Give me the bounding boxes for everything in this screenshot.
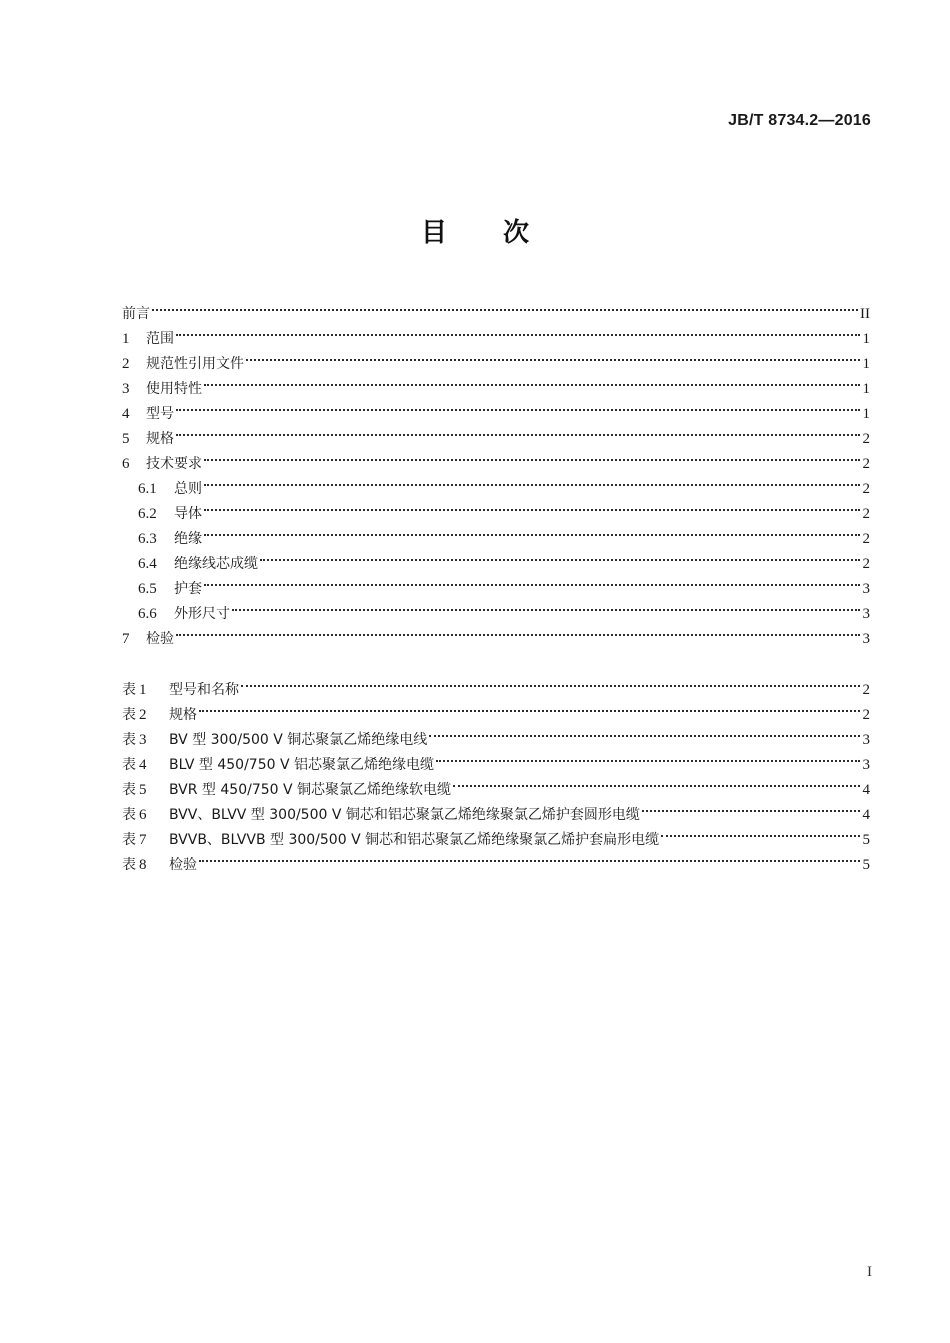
table-number: 7	[139, 832, 147, 848]
table-label	[122, 803, 169, 828]
table-number: 1	[139, 682, 147, 698]
toc-entry-number: 2	[122, 356, 130, 372]
toc-entry[interactable]	[122, 393, 870, 422]
toc-entry-title: 技术要求	[146, 456, 202, 472]
dot-leader	[436, 744, 860, 769]
table-label	[122, 703, 169, 728]
toc-entry-title: 护套	[174, 581, 202, 597]
toc-entry-number: 5	[122, 431, 130, 447]
standard-number: JB/T 8734.2—2016	[728, 112, 871, 129]
table-prefix: 表	[122, 807, 136, 823]
toc-entry-number: 4	[122, 406, 130, 422]
toc-entry-number: 6.2	[138, 506, 157, 522]
table-prefix: 表	[122, 832, 136, 848]
toc-entry-page: 3	[862, 581, 870, 597]
dot-leader	[176, 393, 860, 418]
toc-entry[interactable]	[122, 418, 870, 447]
toc-entry[interactable]	[122, 368, 870, 397]
table-label	[122, 828, 169, 853]
toc-table-entry[interactable]	[122, 694, 870, 723]
toc-entry-number: 7	[122, 631, 130, 647]
toc-entry-title: BV 型 300/500 V 铜芯聚氯乙烯绝缘电线	[169, 732, 428, 748]
toc-entry-page: II	[860, 306, 870, 322]
toc-entry-page: 2	[862, 456, 870, 472]
toc-entry-page: 2	[862, 556, 870, 572]
toc-entry-page: 2	[862, 506, 870, 522]
dot-leader	[199, 694, 860, 719]
toc-entry-title: 前言	[122, 306, 150, 322]
dot-leader	[204, 368, 860, 393]
table-prefix: 表	[122, 732, 136, 748]
toc-entry-title: 规格	[169, 707, 197, 723]
toc-entry-number: 1	[122, 331, 130, 347]
dot-leader	[204, 443, 860, 468]
toc-entry-page: 5	[862, 832, 870, 848]
toc-entry-page: 3	[862, 631, 870, 647]
toc-subentry[interactable]	[122, 468, 870, 497]
toc-entry-page: 1	[862, 331, 870, 347]
toc-tables-list	[122, 669, 870, 873]
toc-entry-title: BLV 型 450/750 V 铝芯聚氯乙烯绝缘电缆	[169, 757, 434, 773]
table-number: 4	[139, 757, 147, 773]
toc-entry-page: 2	[862, 707, 870, 723]
toc-entry[interactable]	[122, 618, 870, 647]
toc-entry[interactable]	[122, 343, 870, 372]
dot-leader	[176, 618, 860, 643]
toc-entry-title: BVVB、BLVVB 型 300/500 V 铜芯和铝芯聚氯乙烯绝缘聚氯乙烯护套扁形电缆	[169, 832, 660, 848]
page-title: 目次	[420, 218, 585, 248]
page-number: I	[867, 1264, 872, 1280]
toc-entry-title: 规格	[146, 431, 174, 447]
toc-entry-number: 6.4	[138, 556, 157, 572]
toc-entry-page: 1	[862, 381, 870, 397]
dot-leader	[199, 844, 860, 869]
toc-entry-page: 4	[862, 782, 870, 798]
table-label	[122, 853, 169, 878]
table-number: 5	[139, 782, 147, 798]
toc-table-entry[interactable]	[122, 719, 870, 748]
toc-entry-page: 4	[862, 807, 870, 823]
toc-entry-title: 检验	[146, 631, 174, 647]
toc-entry-page: 2	[862, 481, 870, 497]
dot-leader	[246, 343, 860, 368]
dot-leader	[176, 318, 860, 343]
dot-leader	[642, 794, 860, 819]
toc-entry-number: 6.3	[138, 531, 157, 547]
dot-leader	[661, 819, 860, 844]
dot-leader	[429, 719, 860, 744]
table-number: 6	[139, 807, 147, 823]
table-number: 2	[139, 707, 147, 723]
toc-entry-number: 6	[122, 456, 130, 472]
dot-leader	[232, 593, 860, 618]
toc-entry-title: BVR 型 450/750 V 铜芯聚氯乙烯绝缘软电缆	[169, 782, 452, 798]
toc-entry-number: 3	[122, 381, 130, 397]
table-number: 3	[139, 732, 147, 748]
table-label	[122, 728, 169, 753]
toc-entry-page: 2	[862, 682, 870, 698]
toc-entry-title: 总则	[174, 481, 202, 497]
toc-entry-title: 检验	[169, 857, 197, 873]
toc-entry-title: 导体	[174, 506, 202, 522]
toc-entry-title: 绝缘线芯成缆	[174, 556, 258, 572]
toc-entry[interactable]	[122, 443, 870, 472]
toc-entry-page: 3	[862, 757, 870, 773]
dot-leader	[453, 769, 860, 794]
dot-leader	[241, 669, 860, 694]
toc-subentry[interactable]	[122, 543, 870, 572]
dot-leader	[176, 418, 860, 443]
toc-table-entry[interactable]	[122, 669, 870, 698]
dot-leader	[204, 468, 860, 493]
table-prefix: 表	[122, 707, 136, 723]
toc-entry-page: 1	[862, 406, 870, 422]
toc-entry-title: 外形尺寸	[174, 606, 230, 622]
table-number: 8	[139, 857, 147, 873]
toc-subentry[interactable]	[122, 493, 870, 522]
toc-entry-page: 2	[862, 431, 870, 447]
toc-entry-title: 型号和名称	[169, 682, 239, 698]
toc-entry-title: BVV、BLVV 型 300/500 V 铜芯和铝芯聚氯乙烯绝缘聚氯乙烯护套圆形电缆	[169, 807, 640, 823]
toc-entry-foreword[interactable]	[122, 293, 870, 322]
toc-entry-title: 绝缘	[174, 531, 202, 547]
toc-entry-page: 3	[862, 732, 870, 748]
dot-leader	[152, 293, 858, 318]
table-prefix: 表	[122, 782, 136, 798]
table-label	[122, 753, 169, 778]
dot-leader	[260, 543, 860, 568]
toc-entry-page: 1	[862, 356, 870, 372]
table-label	[122, 678, 169, 703]
toc-subentry[interactable]	[122, 568, 870, 597]
table-prefix: 表	[122, 857, 136, 873]
toc-entry-title: 范围	[146, 331, 174, 347]
toc-subentry[interactable]	[122, 593, 870, 622]
dot-leader	[204, 493, 860, 518]
toc-entry-number: 6.5	[138, 581, 157, 597]
toc-entry[interactable]	[122, 318, 870, 347]
toc-sections	[122, 293, 870, 647]
toc-entry-number: 6.1	[138, 481, 157, 497]
table-prefix: 表	[122, 757, 136, 773]
toc-subentry[interactable]	[122, 518, 870, 547]
toc-entry-page: 3	[862, 606, 870, 622]
toc-entry-title: 型号	[146, 406, 174, 422]
toc-entry-page: 2	[862, 531, 870, 547]
toc-entry-number: 6.6	[138, 606, 157, 622]
toc-entry-page: 5	[862, 857, 870, 873]
table-prefix: 表	[122, 682, 136, 698]
dot-leader	[204, 518, 860, 543]
dot-leader	[204, 568, 860, 593]
table-label	[122, 778, 169, 803]
toc-table-entry[interactable]	[122, 844, 870, 873]
toc-entry-title: 规范性引用文件	[146, 356, 244, 372]
toc-entry-title: 使用特性	[146, 381, 202, 397]
